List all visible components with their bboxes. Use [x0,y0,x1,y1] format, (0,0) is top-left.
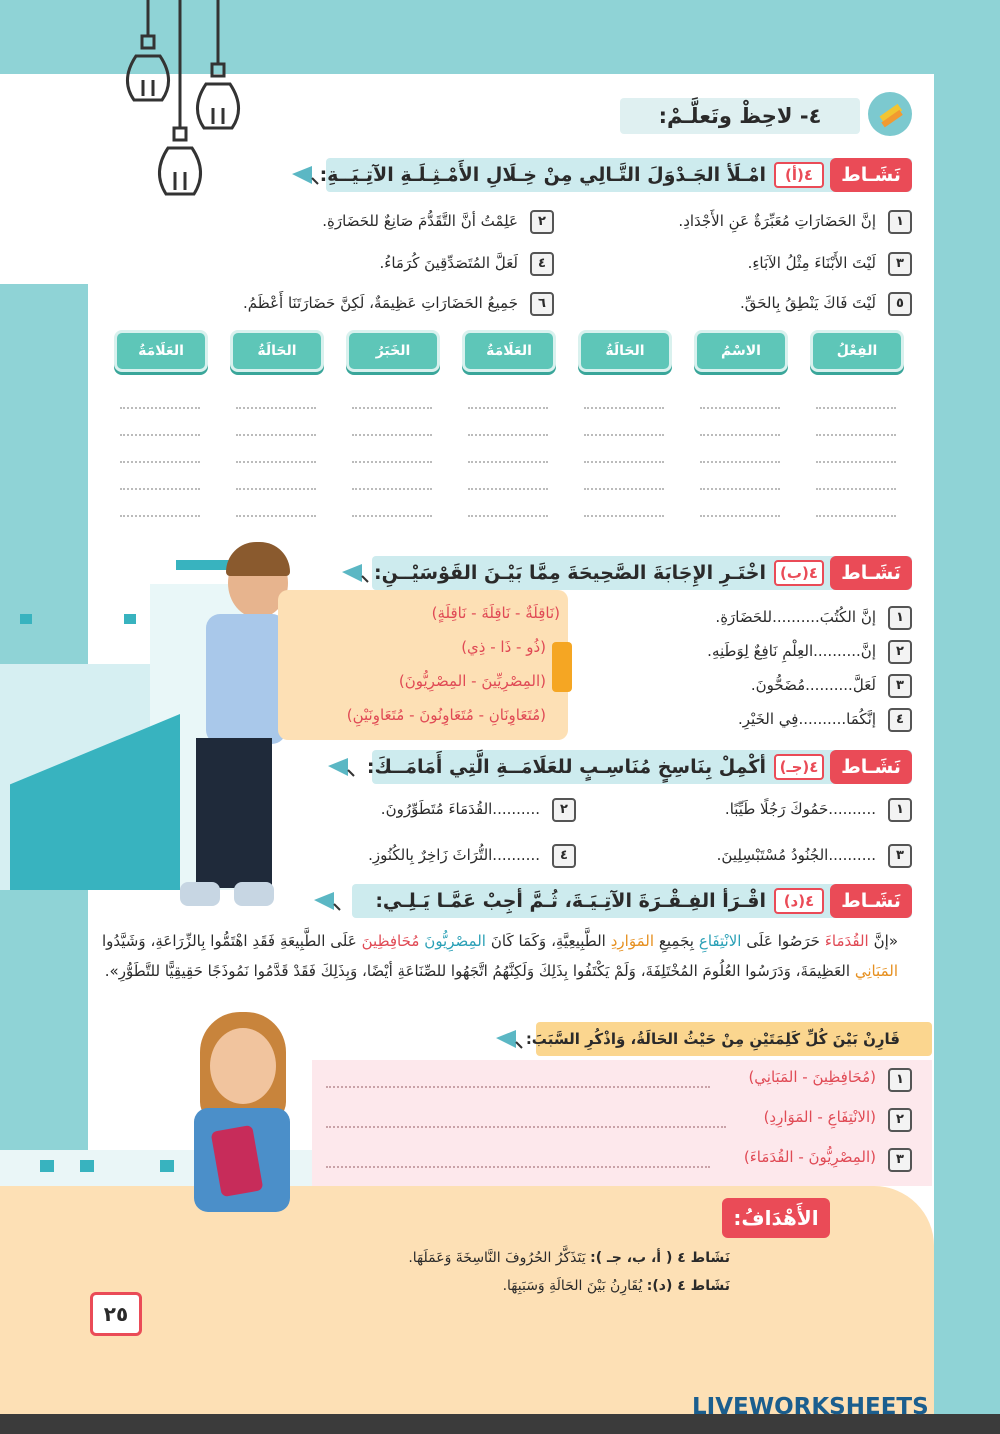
girl-illustration [186,1012,296,1212]
item-text[interactable]: ..........التُّرَاثَ زَاخِرٌ بِالكُنُوزِ. [368,846,540,864]
megaphone-icon [290,164,320,186]
activity-b-code: ٤(ب) [774,560,824,586]
item-text[interactable]: لَعَلَّ..........مُضَحُّونَ. [750,676,876,694]
item-text[interactable]: إنَّ الكُتُبَ..........للحَضَارَةِ. [715,608,876,626]
compare-prompt: قَارِنْ بَيْنَ كُلِّ كَلِمَتَيْنِ مِنْ حَيْثُ الحَالَةُ، وَاذْكُرِ السَّبَبَ: [525,1030,900,1048]
answer-line[interactable] [326,1150,710,1168]
item-number: ١ [888,606,912,630]
choice-option: (ذُو - ذَا - ذِي) [461,638,546,656]
highlighted-word: القُدَمَاءَ [824,932,869,950]
sentence-text: لَيْتَ فَاكَ يَنْطِقُ بِالحَقِّ. [739,294,876,312]
megaphone-icon [494,1028,524,1050]
paragraph-text: بِجَمِيعِ [654,932,699,950]
answer-column[interactable] [120,382,200,517]
answer-column[interactable] [352,382,432,517]
answer-column[interactable] [236,382,316,517]
column-header: العَلَامَةُ [114,330,208,372]
item-number: ١ [888,798,912,822]
item-number: ٢ [888,1108,912,1132]
choices-marker [552,642,572,692]
item-number: ٤ [552,844,576,868]
item-number: ١ [888,1068,912,1092]
light-bulbs-decoration [118,0,248,210]
column-header: الحَالَةُ [578,330,672,372]
item-text[interactable]: إنَّكُمَا..........فِي الخَيْرِ. [738,710,876,728]
item-number: ٤ [888,708,912,732]
goal-text: يُقَارِنُ بَيْنَ الحَالَةِ وَسَبَبِهَا. [502,1278,643,1294]
sentence-text: جَمِيعُ الحَضَارَاتِ عَظِيمَةٌ، لَكِنَّ حَضَارَتَنَا أَعْظَمُ. [243,294,518,312]
activity-d-prompt: اقْـرَأ الفِـقْـرَةَ الآتِـيَـةَ، ثُـمَّ أجِبْ عَمَّـا يَـلِـي: [375,890,766,912]
answer-line[interactable] [326,1110,726,1128]
paragraph-text: العَظِيمَةَ، وَدَرَسُوا العُلُومَ المُخْتَلِفَةَ، وَلَمْ يَكْتَفُوا بِذَلِكَ وَلَكِنَّهُمُ اتَّجَهُوا للصِّنَاعَةِ أيْضًا، وَبِذَلِكَ فَقَدْ قَدَّمُوا نَمُوذَجًا حَقِيقِيًّا للتَّطَوُّرِ». [104,962,855,980]
sentence-number: ١ [888,210,912,234]
goal-item [503,1278,730,1294]
paragraph-text: عَلَى الطَّبِيعَةِ فَقَدِ اهْتَمُّوا بِالزِّرَاعَةِ، وَشَيَّدُوا [102,932,362,950]
choice-option: (المِصْرِيِّينَ - المِصْرِيُّونَ) [398,672,546,690]
sentence-text: عَلِمْتُ أنَّ التَّقَدُّمَ صَانِعٌ للحَضَارَةِ. [322,212,518,230]
item-text[interactable]: ..........حَمُوكَ رَجُلًا طَيِّبًا. [724,800,876,818]
goal-label: نَشَاط ٤ ( أ، ب، جـ ): [590,1250,730,1266]
column-header: الخَبَرُ [346,330,440,372]
pencil-icon [868,92,912,136]
activity-c-prompt: أكْمِلْ بِنَاسِخٍ مُنَاسِـبٍ للعَلَامَــةِ الَّتِي أَمَامَــكَ: [366,756,766,778]
sentence-number: ٢ [530,210,554,234]
paragraph-text: «إنَّ [868,932,899,950]
item-number: ٢ [888,640,912,664]
activity-d-code: ٤(د) [774,888,824,914]
page-number: ٢٥ [90,1292,142,1336]
answer-column[interactable] [816,382,896,517]
highlighted-word: الانْتِفَاعِ [698,932,742,950]
answer-column[interactable] [700,382,780,517]
activity-c-code: ٤(جـ) [774,754,824,780]
bulb-icon [127,0,238,194]
item-number: ٣ [888,674,912,698]
item-text[interactable]: إنَّ..........العِلْمِ نَافِعٌ لِوَطَنِهِ. [707,642,876,660]
activity-b-prompt: اخْتَـرِ الإِجَابَةَ الصَّحِيحَةَ مِمَّا بَيْـنَ القَوْسَيْــنِ: [373,562,766,584]
item-number: ٣ [888,844,912,868]
sentence-number: ٣ [888,252,912,276]
sentence-number: ٥ [888,292,912,316]
megaphone-icon [340,562,370,584]
column-header: العَلَامَةُ [462,330,556,372]
answer-column[interactable] [468,382,548,517]
megaphone-icon [326,756,356,778]
column-header: الحَالَةُ [230,330,324,372]
sentence-text: لَيْتَ الأَبْنَاءَ مِثْلُ الآبَاءِ. [747,254,876,272]
item-number: ٢ [552,798,576,822]
activity-a-prompt: امْـلَأ الجَـدْوَلَ التَّـالِي مِنْ خِـلَالِ الأَمْـثِـلَـةِ الآتِـيَــةِ: [319,164,766,186]
answer-column[interactable] [584,382,664,517]
goal-item [408,1250,730,1266]
reading-paragraph [102,926,898,986]
section-title: ٤- لاحِظْ وتَعلَّـمْ: [620,98,860,134]
column-header: الاسْمُ [694,330,788,372]
sentence-number: ٤ [530,252,554,276]
highlighted-word: مُحَافِظِينَ [361,932,420,950]
goal-label: نَشَاط ٤ (د): [646,1278,730,1294]
paragraph-text: حَرَصُوا عَلَى [741,932,825,950]
item-text[interactable]: ..........الجُنُودُ مُسْتَبْسِلِينَ. [716,846,876,864]
activity-b-tag: نَشَـاط [830,556,912,590]
goal-text: يَتَذَكَّرُ الحُرُوفَ النَّاسِخَةَ وَعَمَلَهَا. [408,1250,586,1266]
compare-item: (المِصْرِيُّونَ - القُدَمَاءَ) [743,1148,876,1166]
compare-item: (الانْتِفَاعِ - المَوَارِدِ) [763,1108,876,1126]
paragraph-text: الطَّبِيعِيَّةِ، وَكَمَا كَانَ [485,932,611,950]
choice-option: (مُتَعَاوِنَانِ - مُتَعَاوِنُونَ - مُتَعَاوِنَيْنِ) [346,706,546,724]
item-number: ٣ [888,1148,912,1172]
answer-line[interactable] [326,1070,710,1088]
item-text[interactable]: ..........القُدَمَاءَ مُتَطَوِّرُونَ. [380,800,540,818]
column-header: الفِعْلُ النَّاسِخُ [810,330,904,372]
choice-option: (نَاقِلَةٌ - نَاقِلَةَ - نَاقِلَةٍ) [431,604,560,622]
sentence-number: ٦ [530,292,554,316]
compare-item: (مُحَافِظِينَ - المَبَانِي) [748,1068,876,1086]
activity-c-tag: نَشَـاط [830,750,912,784]
highlighted-word: المَبَانِي [854,962,898,980]
highlighted-word: المَوَارِدِ [610,932,654,950]
sentence-text: إنَّ الحَضَارَاتِ مُعَبِّرَةٌ عَنِ الأَجْدَادِ. [678,212,876,230]
goals-title: الأَهْدَافُ: [722,1198,830,1238]
left-white-margin [0,74,88,284]
megaphone-icon [312,890,342,912]
highlighted-word: المِصْرِيُّونَ [424,932,486,950]
activity-a-code: ٤(أ) [774,162,824,188]
brand-logo: LIVEWORKSHEETS [692,1394,929,1420]
activity-a-tag: نَشَـاط [830,158,912,192]
activity-d-tag: نَشَـاط [830,884,912,918]
sentence-text: لَعَلَّ المُتَصَدِّقِينَ كُرَمَاءُ. [379,254,518,272]
